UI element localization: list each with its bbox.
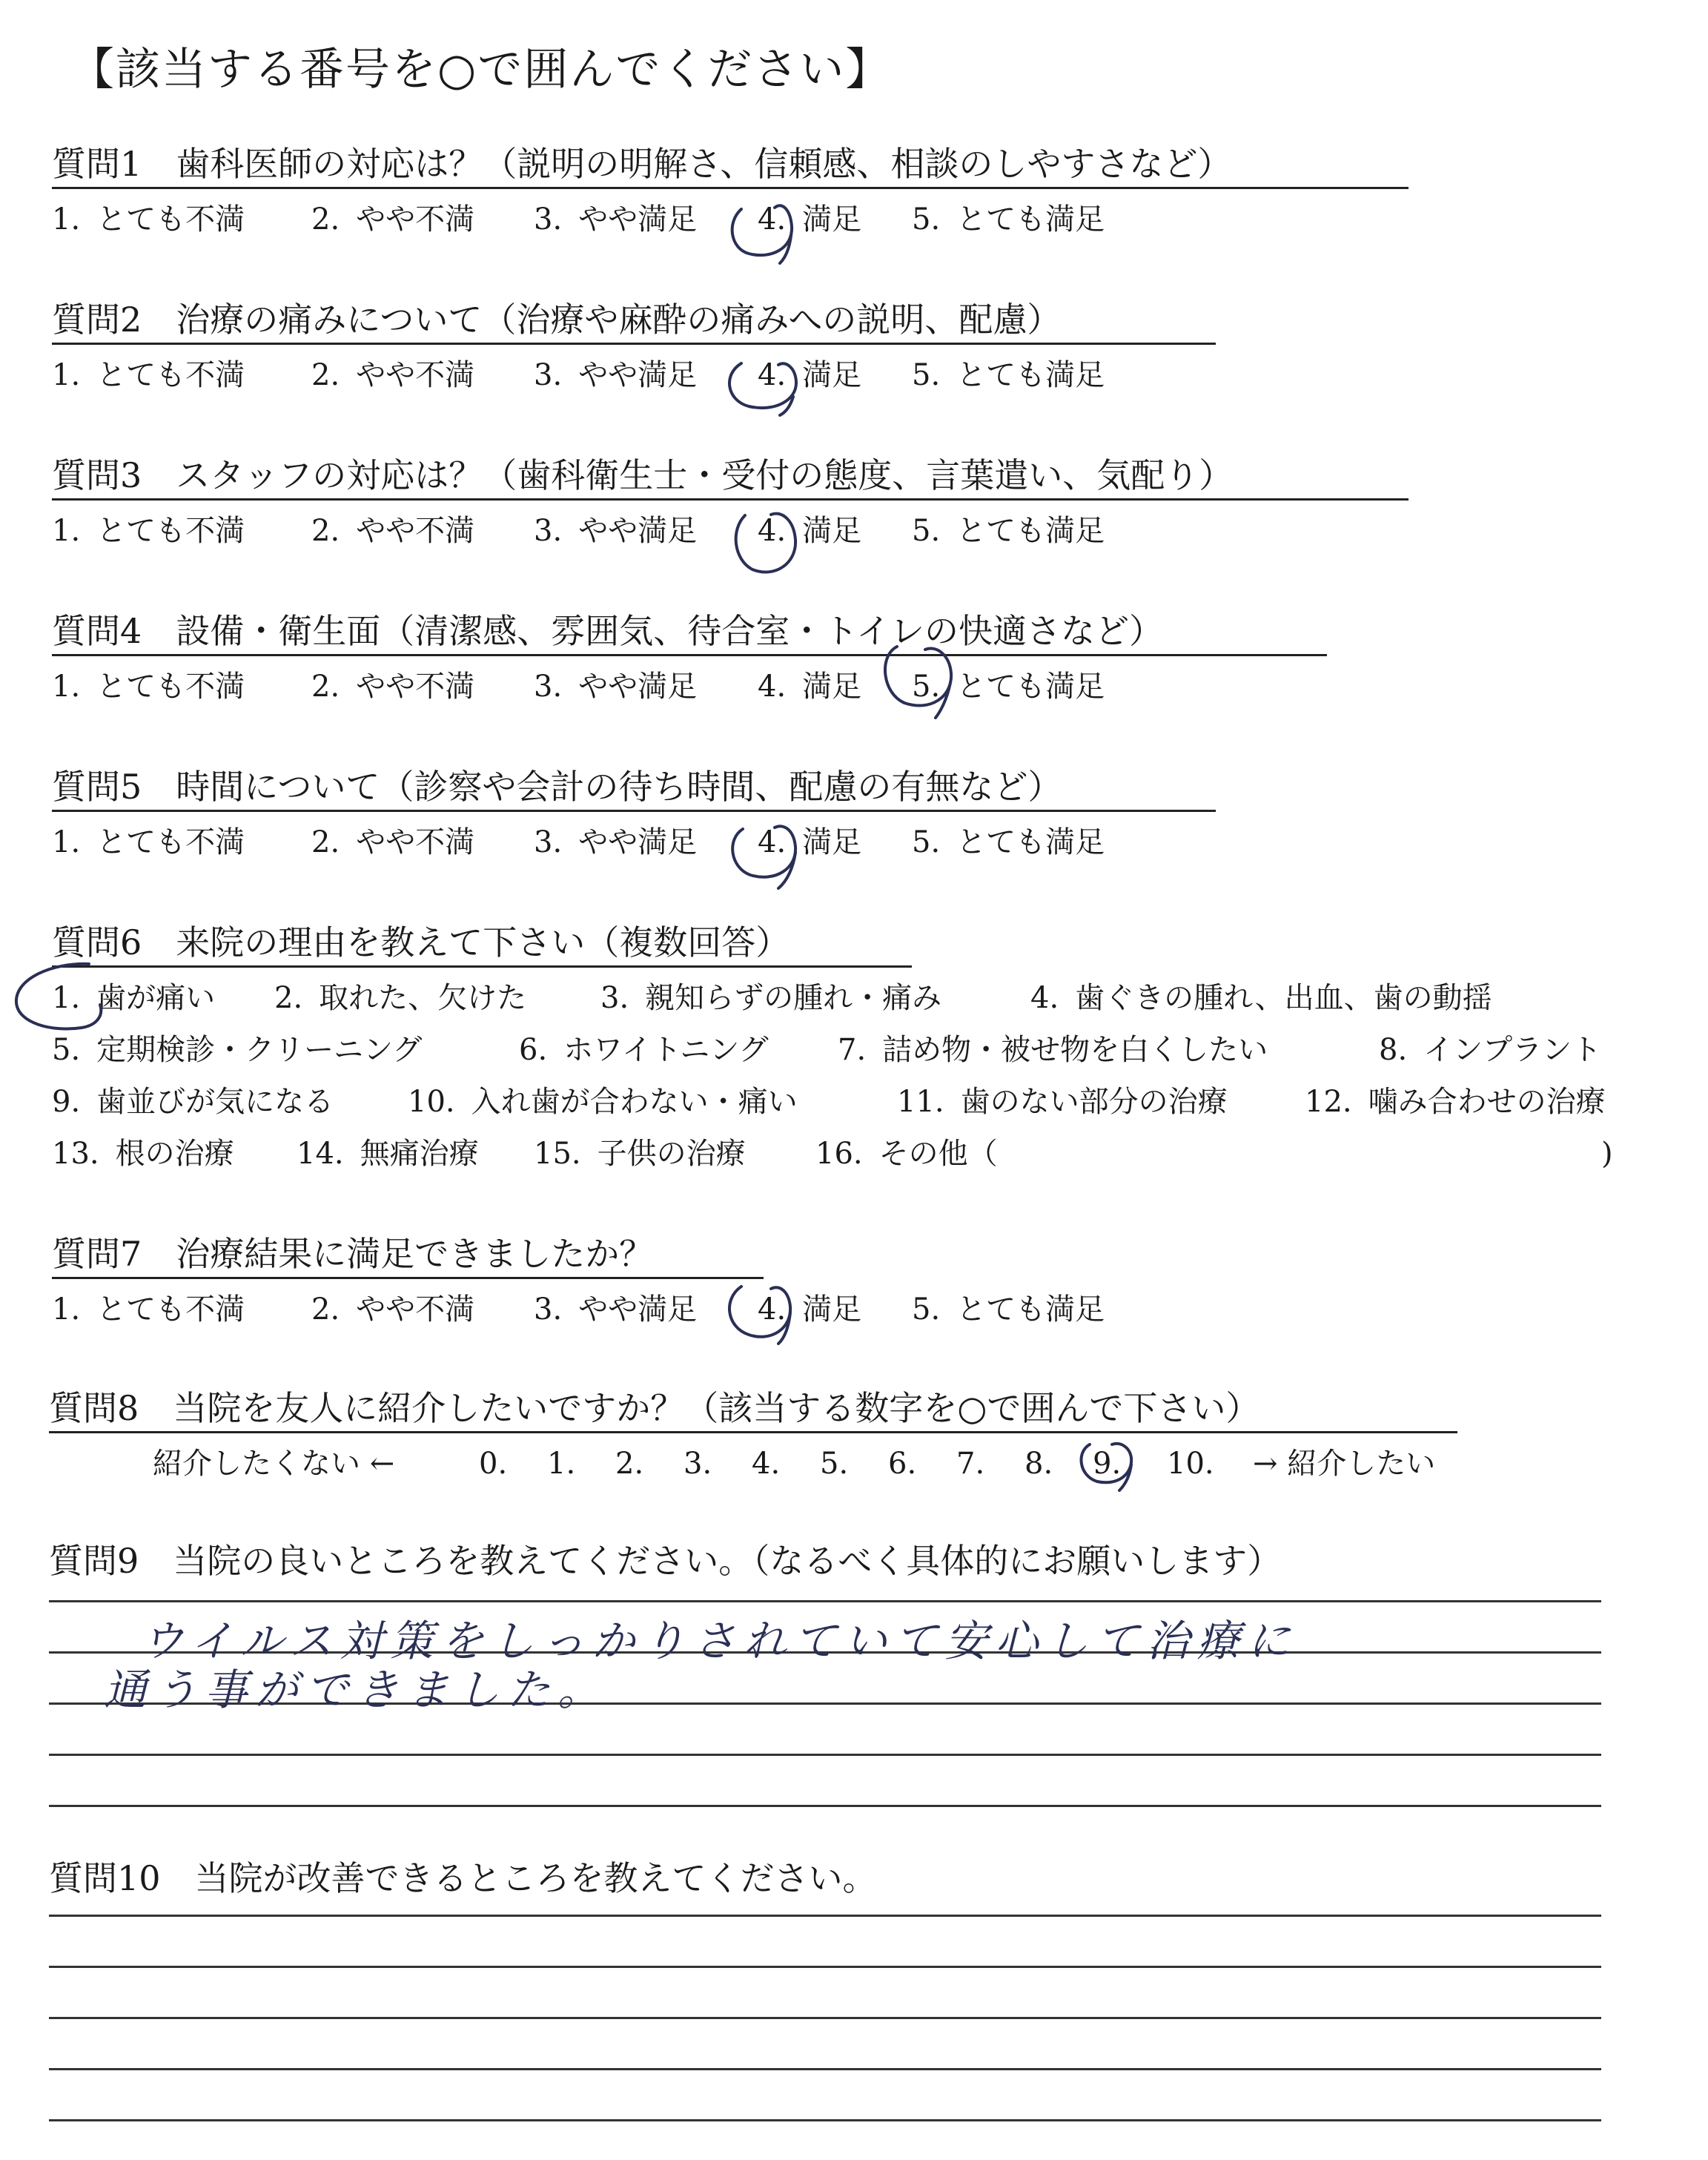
- option-1[interactable]: 1. とても不満: [52, 825, 245, 859]
- question-10-title: 質問10 当院が改善できるところを教えてください。: [49, 1858, 877, 1898]
- scale-8[interactable]: 8.: [1025, 1447, 1053, 1481]
- option-3[interactable]: 3. やや満足: [534, 1292, 698, 1327]
- reason-12[interactable]: 12. 噛み合わせの治療: [1305, 1085, 1606, 1119]
- reason-3[interactable]: 3. 親知らずの腫れ・痛み: [600, 981, 942, 1015]
- handwritten-answer-line-2[interactable]: 通う事ができました。: [104, 1665, 609, 1715]
- option-2[interactable]: 2. やや不満: [311, 825, 475, 859]
- option-5[interactable]: 5. とても満足: [912, 202, 1105, 237]
- question-1-title: 質問1 歯科医師の対応は？（説明の明解さ、信頼感、相談のしやすさなど）: [52, 144, 1232, 184]
- question-3-title: 質問3 スタッフの対応は？（歯科衛生士・受付の態度、言葉遣い、気配り）: [52, 455, 1234, 495]
- question-9-title: 質問9 当院の良いところを教えてください。（なるべく具体的にお願いします）: [49, 1541, 1282, 1581]
- option-5[interactable]: 5. とても満足: [912, 670, 1105, 704]
- reason-15[interactable]: 15. 子供の治療: [534, 1137, 746, 1171]
- option-4[interactable]: 4. 満足: [758, 514, 862, 548]
- option-3[interactable]: 3. やや満足: [534, 358, 698, 392]
- scale-5[interactable]: 5.: [820, 1447, 849, 1481]
- option-4[interactable]: 4. 満足: [758, 1292, 862, 1327]
- option-1[interactable]: 1. とても不満: [52, 514, 245, 548]
- reason-7[interactable]: 7. 詰め物・被せ物を白くしたい: [838, 1033, 1268, 1067]
- scale-7[interactable]: 7.: [956, 1447, 985, 1481]
- option-4[interactable]: 4. 満足: [758, 825, 862, 859]
- question-3-rule: [52, 498, 1409, 501]
- reason-6[interactable]: 6. ホワイトニング: [519, 1033, 769, 1067]
- answer-line: [49, 2119, 1601, 2121]
- reason-2[interactable]: 2. 取れた、欠けた: [274, 981, 527, 1015]
- scale-3[interactable]: 3.: [683, 1447, 712, 1481]
- scale-right-label: → 紹介したい: [1253, 1447, 1436, 1481]
- question-2-rule: [52, 343, 1216, 345]
- reason-14[interactable]: 14. 無痛治療: [297, 1137, 479, 1171]
- answer-line: [49, 1754, 1601, 1756]
- reason-4[interactable]: 4. 歯ぐきの腫れ、出血、歯の動揺: [1030, 981, 1492, 1015]
- question-8-rule: [49, 1431, 1457, 1433]
- option-2[interactable]: 2. やや不満: [311, 670, 475, 704]
- reason-1[interactable]: 1. 歯が痛い: [52, 981, 216, 1015]
- option-1[interactable]: 1. とても不満: [52, 358, 245, 392]
- question-7-title: 質問7 治療結果に満足できましたか？: [52, 1234, 654, 1274]
- reason-8[interactable]: 8. インプラント: [1379, 1033, 1602, 1067]
- question-8-title: 質問8 当院を友人に紹介したいですか？（該当する数字を○で囲んで下さい）: [49, 1388, 1260, 1428]
- option-2[interactable]: 2. やや不満: [311, 202, 475, 237]
- option-4[interactable]: 4. 満足: [758, 202, 862, 237]
- option-5[interactable]: 5. とても満足: [912, 825, 1105, 859]
- option-3[interactable]: 3. やや満足: [534, 670, 698, 704]
- answer-line: [49, 1966, 1601, 1968]
- question-5-title: 質問5 時間について（診察や会計の待ち時間、配慮の有無など）: [52, 767, 1062, 807]
- option-1[interactable]: 1. とても不満: [52, 1292, 245, 1327]
- option-5[interactable]: 5. とても満足: [912, 1292, 1105, 1327]
- scale-left-label: 紹介したくない ←: [153, 1447, 395, 1481]
- question-5-rule: [52, 810, 1216, 812]
- question-7-rule: [52, 1277, 764, 1279]
- scale-2[interactable]: 2.: [615, 1447, 644, 1481]
- reason-16[interactable]: 16. その他（: [815, 1137, 998, 1171]
- option-1[interactable]: 1. とても不満: [52, 202, 245, 237]
- question-6-title: 質問6 来院の理由を教えて下さい（複数回答）: [52, 922, 790, 962]
- answer-line: [49, 2017, 1601, 2019]
- answer-line: [49, 2068, 1601, 2070]
- reason-5[interactable]: 5. 定期検診・クリーニング: [52, 1033, 423, 1067]
- option-5[interactable]: 5. とても満足: [912, 514, 1105, 548]
- option-2[interactable]: 2. やや不満: [311, 358, 475, 392]
- option-3[interactable]: 3. やや満足: [534, 202, 698, 237]
- option-2[interactable]: 2. やや不満: [311, 514, 475, 548]
- question-6-rule: [52, 965, 912, 968]
- option-4[interactable]: 4. 満足: [758, 670, 862, 704]
- answer-line: [49, 1915, 1601, 1917]
- scale-4[interactable]: 4.: [752, 1447, 781, 1481]
- answer-line: [49, 1805, 1601, 1807]
- reason-11[interactable]: 11. 歯のない部分の治療: [897, 1085, 1228, 1119]
- answer-line: [49, 1600, 1601, 1602]
- option-2[interactable]: 2. やや不満: [311, 1292, 475, 1327]
- option-3[interactable]: 3. やや満足: [534, 514, 698, 548]
- question-4-rule: [52, 654, 1327, 656]
- handwritten-answer-line-1[interactable]: ウイルス対策をしっかりされていて安心して治療に: [141, 1616, 1298, 1666]
- option-4[interactable]: 4. 満足: [758, 358, 862, 392]
- option-5[interactable]: 5. とても満足: [912, 358, 1105, 392]
- reason-9[interactable]: 9. 歯並びが気になる: [52, 1085, 334, 1119]
- question-1-rule: [52, 187, 1409, 189]
- other-close-paren: ): [1601, 1137, 1613, 1171]
- reason-10[interactable]: 10. 入れ歯が合わない・痛い: [408, 1085, 798, 1119]
- scale-0[interactable]: 0.: [479, 1447, 508, 1481]
- form-heading: 【該当する番号を○で囲んでください】: [70, 44, 892, 96]
- scale-6[interactable]: 6.: [888, 1447, 917, 1481]
- reason-13[interactable]: 13. 根の治療: [52, 1137, 234, 1171]
- scale-9[interactable]: 9.: [1093, 1447, 1122, 1481]
- option-3[interactable]: 3. やや満足: [534, 825, 698, 859]
- scale-10[interactable]: 10.: [1167, 1447, 1214, 1481]
- scale-1[interactable]: 1.: [547, 1447, 576, 1481]
- option-1[interactable]: 1. とても不満: [52, 670, 245, 704]
- question-4-title: 質問4 設備・衛生面（清潔感、雰囲気、待合室・トイレの快適さなど）: [52, 611, 1163, 651]
- question-2-title: 質問2 治療の痛みについて（治療や麻酔の痛みへの説明、配慮）: [52, 300, 1062, 340]
